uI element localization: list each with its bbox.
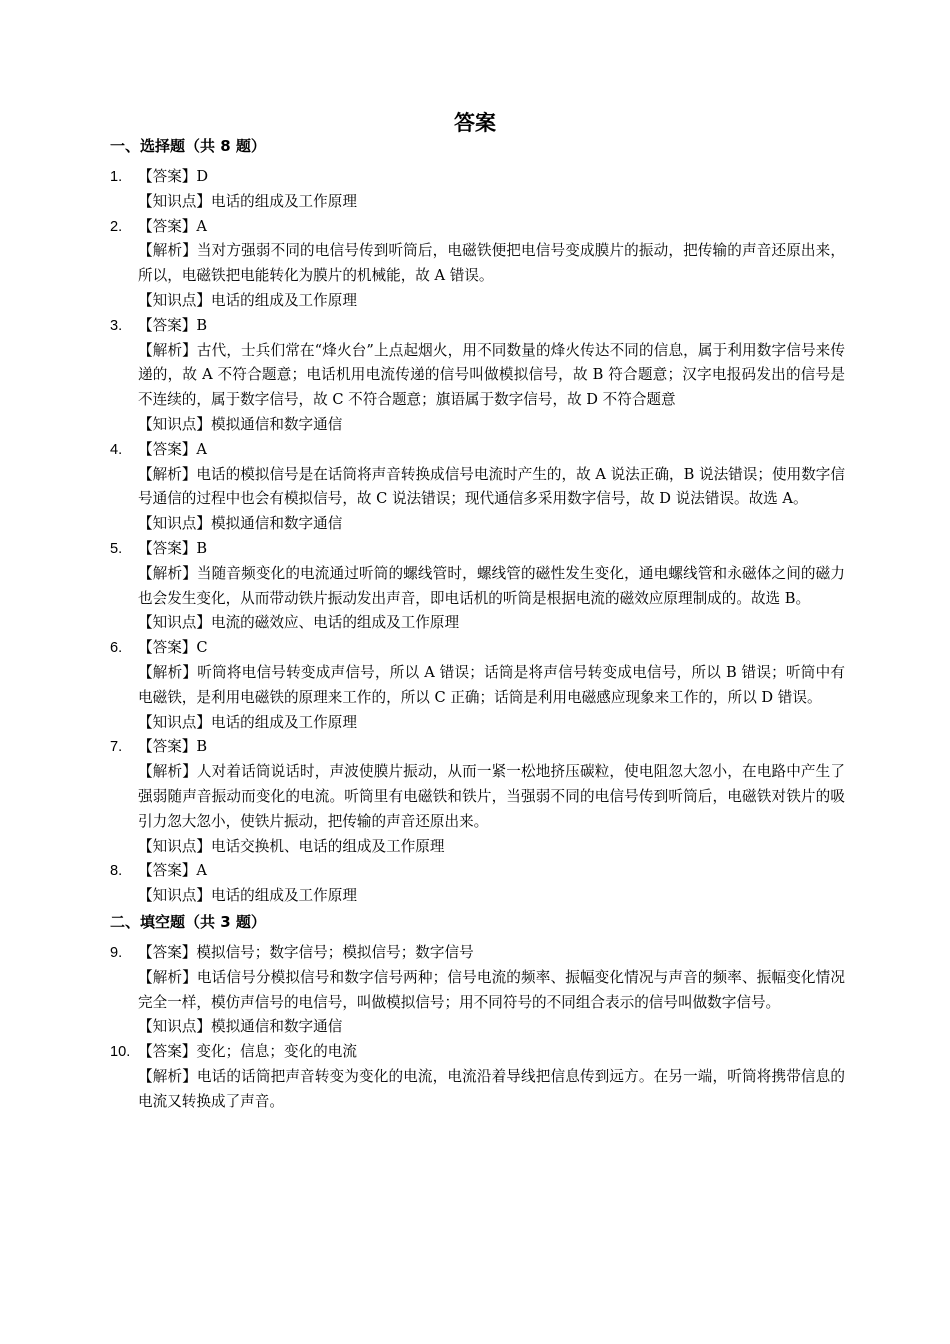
question-number: 5. xyxy=(110,540,123,557)
answer-line: 【答案】B xyxy=(138,316,208,334)
answer-line: 【答案】变化；信息；变化的电流 xyxy=(138,1043,357,1061)
analysis-text: 【解析】当对方强弱不同的电信号传到听筒后，电磁铁便把电信号变成膜片的振动，把传输的声音还原出来，所以，电磁铁把电能转化为膜片的机械能，故 A 错误。 xyxy=(138,242,845,285)
question-item xyxy=(110,215,845,314)
analysis-text: 【解析】听筒将电信号转变成声信号，所以 A 错误；话筒是将声信号转变成电信号，所以 B 错误；听筒中有电磁铁，是利用电磁铁的原理来工作的，所以 C 正确；话筒是利用电磁感应现象来工作的，所以 D 错误。 xyxy=(138,663,845,706)
answer-line: 【答案】C xyxy=(138,639,208,657)
knowledge-point: 【知识点】电话的组成及工作原理 xyxy=(138,713,357,731)
analysis-text: 【解析】人对着话筒说话时，声波使膜片振动，从而一紧一松地挤压碳粒，使电阻忽大忽小，在电路中产生了强弱随声音振动而变化的电流。听筒里有电磁铁和铁片，当强弱不同的电信号传到听筒后，电磁铁对铁片的吸引力忽大忽小，使铁片振动，把传输的声音还原出来。 xyxy=(138,763,845,830)
question-number: 8. xyxy=(110,863,123,880)
question-number: 3. xyxy=(110,317,123,334)
question-number: 7. xyxy=(110,739,123,756)
document-title: 答案 xyxy=(454,111,496,135)
question-item xyxy=(110,165,845,215)
answer-line: 【答案】A xyxy=(138,862,207,880)
knowledge-point: 【知识点】模拟通信和数字通信 xyxy=(138,1018,343,1036)
answer-line: 【答案】A xyxy=(138,440,207,458)
answer-line: 【答案】模拟信号；数字信号；模拟信号；数字信号 xyxy=(138,943,474,961)
question-number: 4. xyxy=(110,441,123,458)
question-item xyxy=(110,438,845,537)
analysis-text: 【解析】当随音频变化的电流通过听筒的螺线管时，螺线管的磁性发生变化，通电螺线管和永磁体之间的磁力也会发生变化，从而带动铁片振动发出声音，即电话机的听筒是根据电流的磁效应原理制成的。故选 B。 xyxy=(138,564,845,607)
analysis-text: 【解析】电话的话筒把声音转变为变化的电流，电流沿着导线把信息传到远方。在另一端，听筒将携带信息的电流又转换成了声音。 xyxy=(138,1067,845,1110)
answer-line: 【答案】B xyxy=(138,738,208,756)
question-item xyxy=(110,735,845,859)
knowledge-point: 【知识点】电话的组成及工作原理 xyxy=(138,887,357,905)
question-item xyxy=(110,859,845,909)
knowledge-point: 【知识点】模拟通信和数字通信 xyxy=(138,415,343,433)
question-number: 10. xyxy=(110,1044,131,1061)
question-number: 2. xyxy=(110,218,123,235)
knowledge-point: 【知识点】模拟通信和数字通信 xyxy=(138,515,343,533)
answer-line: 【答案】D xyxy=(138,168,209,185)
question-item xyxy=(110,941,845,1040)
answer-line: 【答案】A xyxy=(138,217,207,235)
knowledge-point: 【知识点】电话的组成及工作原理 xyxy=(138,291,357,309)
knowledge-point: 【知识点】电流的磁效应、电话的组成及工作原理 xyxy=(138,614,460,632)
document-body xyxy=(110,133,845,1114)
analysis-text: 【解析】电话的模拟信号是在话筒将声音转换成信号电流时产生的，故 A 说法正确，B 说法错误；使用数字信号通信的过程中也会有模拟信号，故 C 说法错误；现代通信多采用数字信号，故 D 说法错误。故选 A。 xyxy=(138,465,845,508)
question-item xyxy=(110,314,845,438)
knowledge-point: 【知识点】电话交换机、电话的组成及工作原理 xyxy=(138,837,445,855)
question-item xyxy=(110,636,845,735)
question-item xyxy=(110,537,845,636)
analysis-text: 【解析】电话信号分模拟信号和数字信号两种；信号电流的频率、振幅变化情况与声音的频率、振幅变化情况完全一样，模仿声信号的电信号，叫做模拟信号；用不同符号的不同组合表示的信号叫做数字信号。 xyxy=(138,968,845,1011)
question-item xyxy=(110,1040,845,1114)
question-number: 6. xyxy=(110,640,123,657)
section-heading-multiple-choice: 一、选择题（共 8 题） xyxy=(110,137,266,155)
analysis-text: 【解析】古代，士兵们常在“烽火台”上点起烟火，用不同数量的烽火传达不同的信息，属于利用数字信号来传递的，故 A 不符合题意；电话机用电流传递的信号叫做模拟信号，故 B 符合题意；汉字电报码发出的信号是不连续的，属于数字信号，故 C 不符合题意；旗语属于数字信号，故 D 不符合题意 xyxy=(138,341,845,409)
question-number: 1. xyxy=(110,169,123,185)
question-number: 9. xyxy=(110,944,123,961)
knowledge-point: 【知识点】电话的组成及工作原理 xyxy=(138,192,357,210)
section-heading-fill-in: 二、填空题（共 3 题） xyxy=(110,912,266,931)
answer-line: 【答案】B xyxy=(138,539,208,557)
